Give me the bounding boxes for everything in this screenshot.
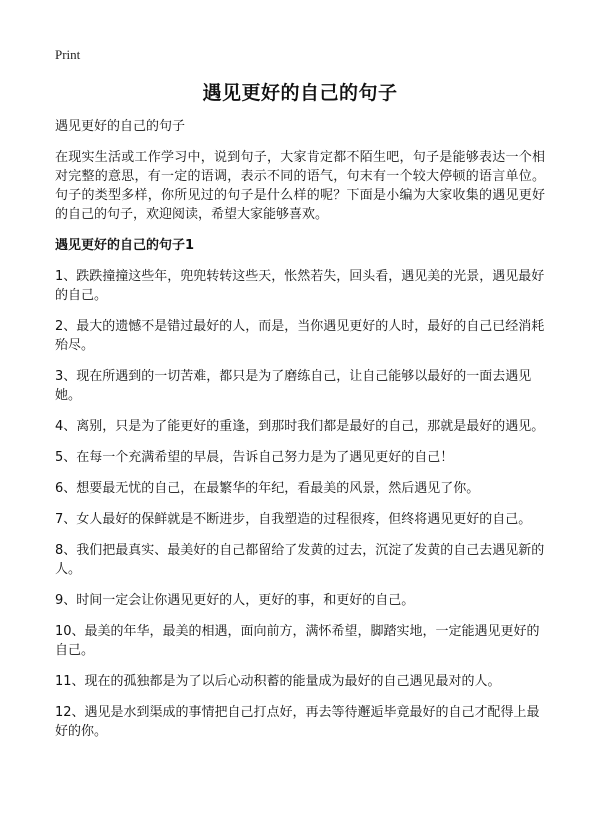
- sentence-list: [55, 267, 545, 741]
- list-item: 1、跌跌撞撞这些年，兜兜转转这些天，怅然若失，回头看，遇见美的光景，遇见最好的自己。: [55, 269, 545, 303]
- list-item: 7、女人最好的保鲜就是不断进步，自我塑造的过程很疼，但终将遇见更好的自己。: [55, 512, 532, 527]
- list-item: 4、离别，只是为了能更好的重逢，到那时我们都是最好的自己，那就是最好的遇见。: [55, 419, 545, 434]
- list-item: 3、现在所遇到的一切苦难，都只是为了磨练自己，让自己能够以最好的一面去遇见她。: [55, 369, 532, 403]
- list-item: 6、想要最无忧的自己，在最繁华的年纪，看最美的风景，然后遇见了你。: [55, 481, 480, 496]
- document-subtitle: 遇见更好的自己的句子: [55, 119, 186, 134]
- intro-paragraph: 在现实生活或工作学习中，说到句子，大家肯定都不陌生吧，句子是能够表达一个相对完整的意思，有一定的语调，表示不同的语气，句末有一个较大停顿的语言单位。句子的类型多样，你所见过的句子是什么样的呢？下面是小编为大家收集的遇见更好的自己的句子，欢迎阅读，希望大家能够喜欢。: [55, 150, 545, 222]
- print-link[interactable]: Print: [55, 47, 81, 62]
- page-title: 遇见更好的自己的句子: [202, 82, 398, 104]
- section-heading: 遇见更好的自己的句子1: [55, 238, 195, 253]
- list-item: 12、遇见是水到渠成的事情把自己打点好，再去等待邂逅毕竟最好的自己才配得上最好的你。: [55, 705, 540, 739]
- list-item: 5、在每一个充满希望的早晨，告诉自己努力是为了遇见更好的自己！: [55, 450, 454, 465]
- list-item: 10、最美的年华，最美的相遇，面向前方，满怀希望，脚踏实地，一定能遇见更好的自己。: [55, 624, 540, 658]
- list-item: 11、现在的孤独都是为了以后心动积蓄的能量成为最好的自己遇见最对的人。: [55, 674, 501, 689]
- list-item: 2、最大的遗憾不是错过最好的人，而是，当你遇见更好的人时，最好的自己已经消耗殆尽。: [55, 319, 545, 353]
- list-item: 8、我们把最真实、最美好的自己都留给了发黄的过去，沉淀了发黄的自己去遇见新的人。: [55, 543, 545, 577]
- list-item: 9、时间一定会让你遇见更好的人，更好的事，和更好的自己。: [55, 593, 415, 608]
